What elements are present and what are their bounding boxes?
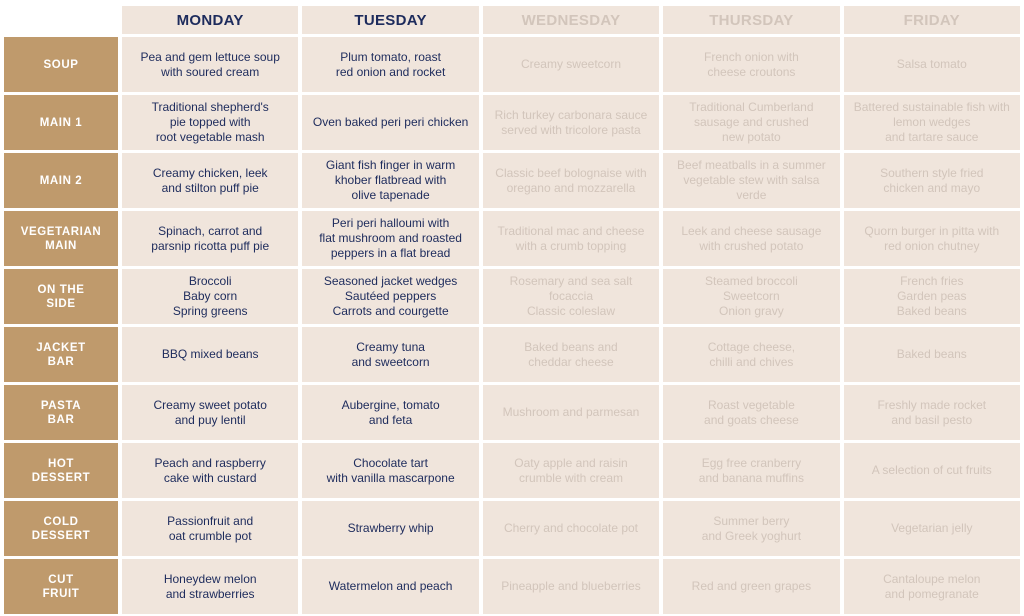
dish-cell-tuesday [302,211,478,266]
dish-cell-tuesday [302,501,478,556]
category-label [4,559,118,614]
dish-text: Broccoli Baby corn Spring greens [172,274,248,318]
dish-text: Peach and raspberry cake with custard [154,455,266,485]
dish-text: Peri peri halloumi with flat mushroom and roasted peppers in a flat bread [319,216,462,260]
dish-cell-thursday [663,443,839,498]
dish-cell-thursday [663,269,839,324]
dish-text: Quorn burger in pitta with red onion chutney [864,223,1000,253]
dish-cell-thursday [663,153,839,208]
dish-cell-monday [122,269,298,324]
dish-text: Chocolate tart with vanilla mascarpone [326,455,455,485]
dish-cell-monday [122,327,298,382]
dish-cell-friday [844,385,1020,440]
dish-cell-friday [844,211,1020,266]
dish-cell-friday [844,559,1020,614]
dish-text: Cherry and chocolate pot [503,521,639,535]
category-label-text: PASTA BAR [40,399,82,426]
dish-text: Rosemary and sea salt focaccia Classic coleslaw [509,274,633,318]
dish-cell-friday [844,269,1020,324]
dish-text: Spinach, carrot and parsnip ricotta puff pie [151,223,270,253]
dish-cell-monday [122,443,298,498]
dish-cell-monday [122,385,298,440]
dish-cell-wednesday [483,269,659,324]
dish-cell-tuesday [302,385,478,440]
dish-text: French fries Garden peas Baked beans [896,274,967,318]
category-label-text: JACKET BAR [36,341,86,368]
dish-text: Strawberry whip [347,521,434,535]
dish-text: Battered sustainable fish with lemon wedges and tartare sauce [853,100,1010,144]
dish-text: Honeydew melon and strawberries [163,571,257,601]
dish-text: Passionfruit and oat crumble pot [167,513,254,543]
dish-cell-thursday [663,327,839,382]
dish-text: Rich turkey carbonara sauce served with tricolore pasta [494,107,648,137]
dish-text: Creamy chicken, leek and stilton puff pie [152,165,268,195]
dish-text: Pineapple and blueberries [501,579,641,593]
dish-text: Plum tomato, roast red onion and rocket [335,49,446,79]
day-header-wednesday: WEDNESDAY [483,6,659,34]
dish-text: Southern style fried chicken and mayo [880,165,984,195]
dish-cell-monday [122,95,298,150]
day-header-tuesday: TUESDAY [302,6,478,34]
corner-blank [4,6,118,34]
dish-cell-thursday [663,501,839,556]
dish-text: Mushroom and parmesan [502,405,640,419]
dish-text: Traditional Cumberland sausage and crushed new potato [689,100,814,144]
dish-cell-thursday [663,559,839,614]
dish-text: Beef meatballs in a summer vegetable stew with salsa verde [677,158,826,202]
day-header-friday: FRIDAY [844,6,1020,34]
dish-text: Traditional shepherd's pie topped with root vegetable mash [151,100,269,144]
dish-text: Watermelon and peach [328,579,453,593]
dish-text: Salsa tomato [896,57,967,71]
dish-text: Pea and gem lettuce soup with soured cream [140,49,280,79]
dish-cell-wednesday [483,95,659,150]
dish-text: A selection of cut fruits [871,463,992,477]
dish-cell-friday [844,327,1020,382]
dish-text: Cottage cheese, chilli and chives [707,339,796,369]
dish-cell-friday [844,95,1020,150]
dish-cell-monday [122,559,298,614]
category-label-text: CUT FRUIT [42,573,80,600]
dish-cell-tuesday [302,153,478,208]
dish-cell-wednesday [483,443,659,498]
dish-cell-wednesday [483,385,659,440]
dish-cell-tuesday [302,559,478,614]
dish-text: Traditional mac and cheese with a crumb topping [497,223,645,253]
dish-cell-tuesday [302,37,478,92]
category-label-text: VEGETARIAN MAIN [20,225,102,252]
dish-cell-friday [844,37,1020,92]
dish-cell-tuesday [302,327,478,382]
dish-cell-monday [122,501,298,556]
dish-cell-monday [122,37,298,92]
dish-cell-monday [122,211,298,266]
dish-text: Roast vegetable and goats cheese [704,397,799,427]
dish-cell-wednesday [483,37,659,92]
dish-text: Creamy sweetcorn [520,57,621,71]
category-label-text: ON THE SIDE [37,283,85,310]
dish-text: Creamy tuna and sweetcorn [351,339,430,369]
dish-text: Steamed broccoli Sweetcorn Onion gravy [705,274,798,318]
category-label [4,95,118,150]
day-header-monday: MONDAY [122,6,298,34]
dish-text: Seasoned jacket wedges Sautéed peppers Carrots and courgette [323,274,458,318]
category-label-text: HOT DESSERT [31,457,91,484]
dish-text: Oven baked peri peri chicken [312,115,469,129]
dish-text: Egg free cranberry and banana muffins [698,455,804,485]
dish-cell-tuesday [302,443,478,498]
dish-text: Oaty apple and raisin crumble with cream [514,455,628,485]
category-label-text: COLD DESSERT [31,515,91,542]
category-label [4,37,118,92]
dish-cell-friday [844,501,1020,556]
category-label [4,327,118,382]
category-label [4,153,118,208]
dish-text: Baked beans and cheddar cheese [524,339,618,369]
menu-grid [4,6,1020,614]
dish-cell-monday [122,153,298,208]
day-header-thursday: THURSDAY [663,6,839,34]
category-label-text: MAIN 2 [39,174,83,187]
dish-text: French onion with cheese croutons [704,49,799,79]
dish-text: Aubergine, tomato and feta [341,397,440,427]
dish-cell-friday [844,443,1020,498]
dish-text: Classic beef bolognaise with oregano and mozzarella [495,165,647,195]
category-label-text: SOUP [43,58,79,71]
dish-cell-tuesday [302,269,478,324]
dish-cell-tuesday [302,95,478,150]
dish-text: Leek and cheese sausage with crushed potato [681,223,822,253]
dish-text: Red and green grapes [691,579,812,593]
dish-cell-wednesday [483,153,659,208]
dish-cell-thursday [663,37,839,92]
dish-cell-wednesday [483,327,659,382]
category-label-text: MAIN 1 [39,116,83,129]
dish-cell-thursday [663,211,839,266]
category-label [4,443,118,498]
dish-cell-wednesday [483,211,659,266]
dish-cell-friday [844,153,1020,208]
category-label [4,501,118,556]
category-label [4,385,118,440]
dish-text: Freshly made rocket and basil pesto [877,397,987,427]
category-label [4,269,118,324]
dish-cell-thursday [663,385,839,440]
dish-text: Vegetarian jelly [891,521,973,535]
dish-cell-wednesday [483,501,659,556]
dish-text: Cantaloupe melon and pomegranate [883,571,981,601]
dish-text: Giant fish finger in warm khober flatbread with olive tapenade [325,158,456,202]
dish-text: Summer berry and Greek yoghurt [701,513,802,543]
dish-text: BBQ mixed beans [161,347,259,361]
category-label [4,211,118,266]
dish-cell-thursday [663,95,839,150]
dish-text: Creamy sweet potato and puy lentil [153,397,267,427]
dish-text: Baked beans [896,347,967,361]
dish-cell-wednesday [483,559,659,614]
